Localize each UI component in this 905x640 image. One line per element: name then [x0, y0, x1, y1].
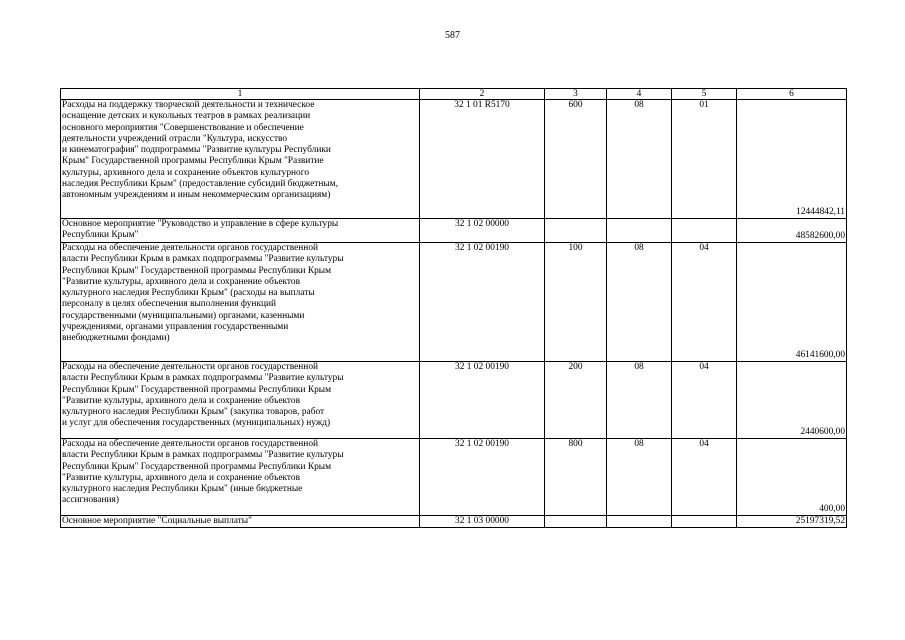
- column-header-4: 4: [607, 89, 672, 100]
- table-row: [61, 243, 847, 362]
- row-subsection: 01: [672, 100, 737, 219]
- row-description: Основное мероприятие "Социальные выплаты": [61, 516, 420, 528]
- row-expense-type: 200: [545, 362, 607, 439]
- row-subsection: [672, 516, 737, 528]
- row-subsection: 04: [672, 243, 737, 362]
- row-section: 08: [607, 362, 672, 439]
- row-description: Расходы на обеспечение деятельности органов государственной власти Республики Крым в рамках подпрограммы "Развитие культуры Республики Крым" Государственной программы Республики Крым "Развитие культуры, архивного дела и сохранение объектов культурного наследия Республики Крым" (иные бюджетные ассигнования): [61, 439, 420, 516]
- budget-table: [60, 88, 847, 528]
- row-expense-type: [545, 516, 607, 528]
- column-header-6: 6: [737, 89, 847, 100]
- row-subsection: [672, 219, 737, 243]
- page-number: 587: [445, 30, 460, 41]
- row-section: 08: [607, 100, 672, 219]
- column-header-1: 1: [61, 89, 420, 100]
- row-description: Расходы на обеспечение деятельности органов государственной власти Республики Крым в рамках подпрограммы "Развитие культуры Республики Крым" Государственной программы Республики Крым "Развитие культуры, архивного дела и сохранение объектов культурного наследия Республики Крым" (закупка товаров, работ и услуг для обеспечения государственных (муниципальных) нужд): [61, 362, 420, 439]
- row-target-code: 32 1 03 00000: [420, 516, 545, 528]
- row-amount: 46141600,00: [737, 243, 847, 362]
- row-amount: 12444842,11: [737, 100, 847, 219]
- row-subsection: 04: [672, 439, 737, 516]
- table-header-row: [61, 89, 847, 100]
- row-section: [607, 219, 672, 243]
- row-target-code: 32 1 02 00190: [420, 439, 545, 516]
- table-row: [61, 439, 847, 516]
- row-amount: 400,00: [737, 439, 847, 516]
- row-subsection: 04: [672, 362, 737, 439]
- row-section: [607, 516, 672, 528]
- row-target-code: 32 1 02 00000: [420, 219, 545, 243]
- row-amount: 48582600,00: [737, 219, 847, 243]
- row-description: Расходы на поддержку творческой деятельности и техническое оснащение детских и кукольных театров в рамках реализации основного мероприятия "Совершенствование и обеспечение деятельности учреждений отрасли "Культура, искусство и кинематография" подпрограммы "Развитие культуры Республики Крым" Государственной программы Республики Крым "Развитие культуры, архивного дела и сохранение объектов культурного наследия Республики Крым" (предоставление субсидий бюджетным, автономным учреждениям и иным некоммерческим организациям): [61, 100, 420, 219]
- column-header-3: 3: [545, 89, 607, 100]
- row-section: 08: [607, 439, 672, 516]
- row-expense-type: [545, 219, 607, 243]
- row-target-code: 32 1 01 R5170: [420, 100, 545, 219]
- table-row: [61, 516, 847, 528]
- table-row: [61, 362, 847, 439]
- row-expense-type: 600: [545, 100, 607, 219]
- row-expense-type: 100: [545, 243, 607, 362]
- column-header-2: 2: [420, 89, 545, 100]
- table-row: [61, 100, 847, 219]
- row-section: 08: [607, 243, 672, 362]
- row-target-code: 32 1 02 00190: [420, 362, 545, 439]
- row-target-code: 32 1 02 00190: [420, 243, 545, 362]
- column-header-5: 5: [672, 89, 737, 100]
- row-amount: 2440600,00: [737, 362, 847, 439]
- table-row: [61, 219, 847, 243]
- row-description: Основное мероприятие "Руководство и управление в сфере культуры Республики Крым": [61, 219, 420, 243]
- row-expense-type: 800: [545, 439, 607, 516]
- row-description: Расходы на обеспечение деятельности органов государственной власти Республики Крым в рамках подпрограммы "Развитие культуры Республики Крым" Государственной программы Республики Крым "Развитие культуры, архивного дела и сохранение объектов культурного наследия Республики Крым" (расходы на выплаты персоналу в целях обеспечения выполнения функций государственными (муниципальными) органами, казенными учреждениями, органами управления государственными внебюджетными фондами): [61, 243, 420, 362]
- row-amount: 25197319,52: [737, 516, 847, 528]
